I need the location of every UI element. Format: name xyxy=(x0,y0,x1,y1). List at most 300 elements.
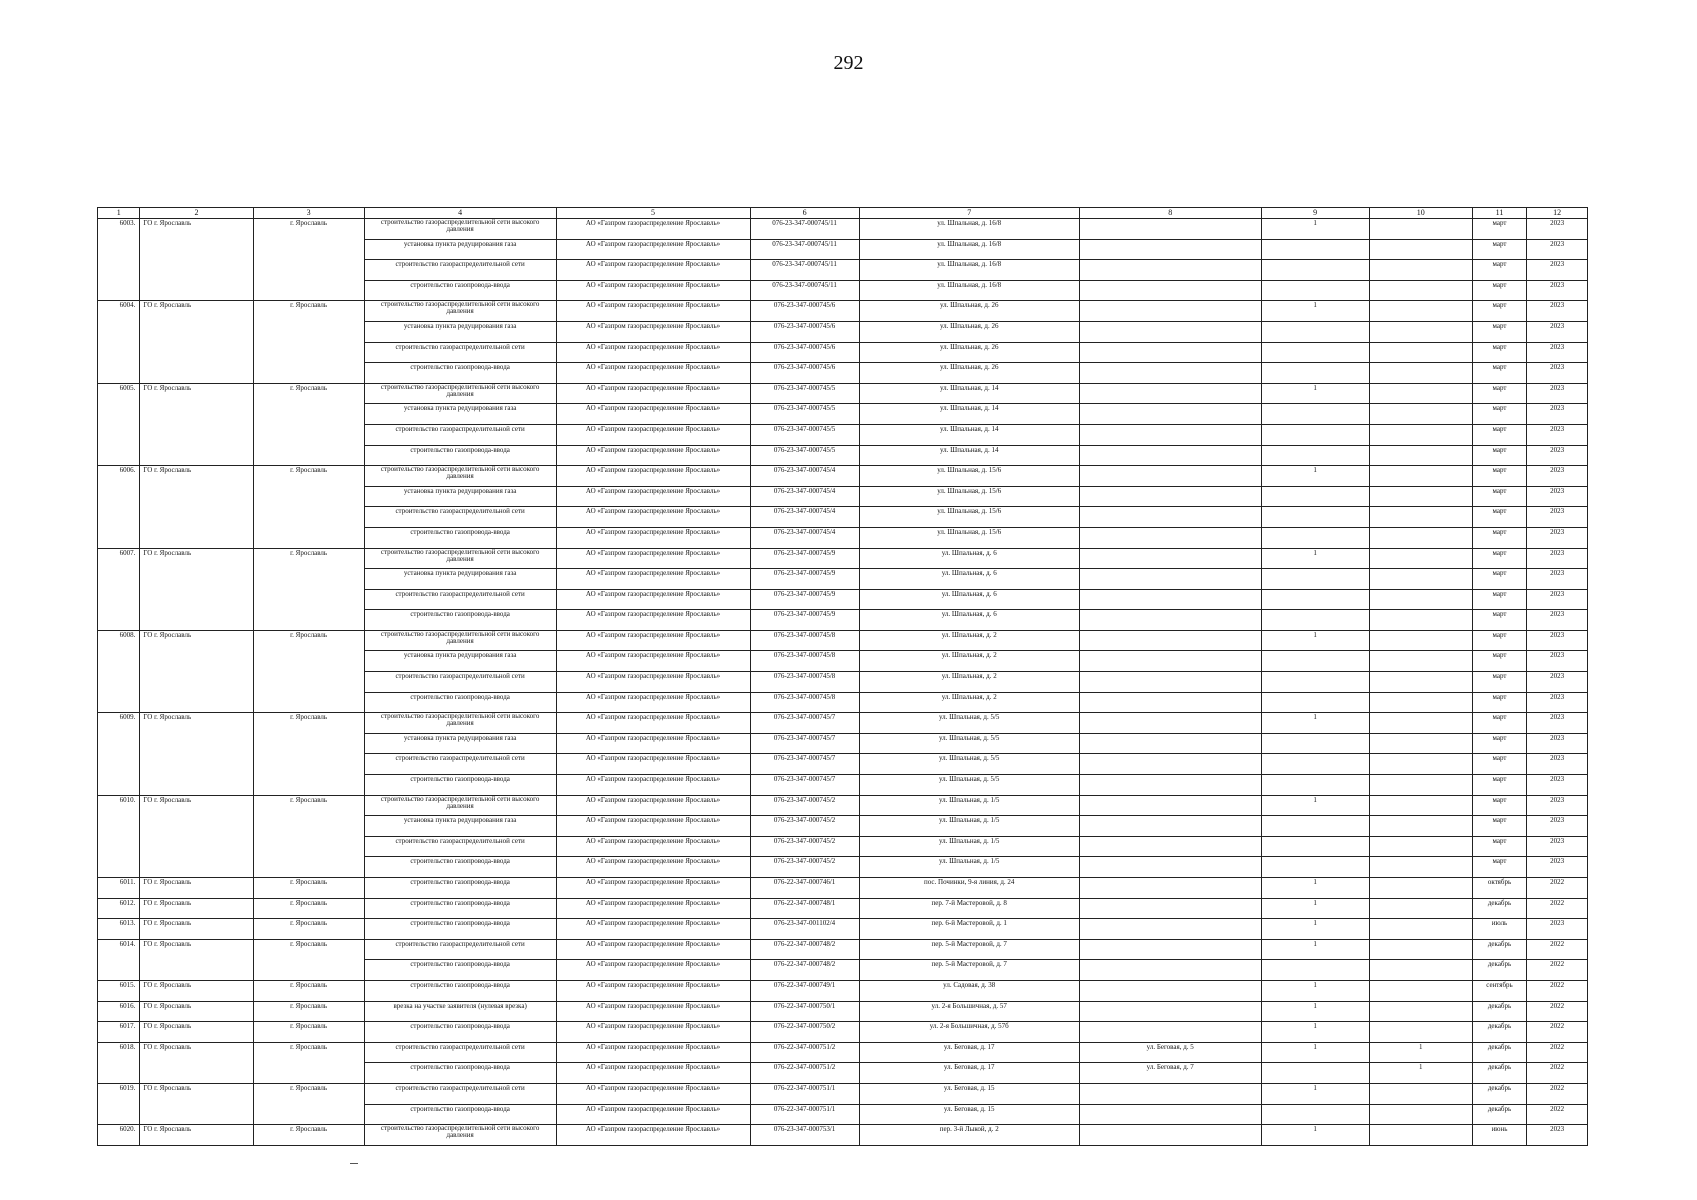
settlement xyxy=(253,857,364,878)
row-number xyxy=(98,960,140,981)
municipality xyxy=(140,280,253,301)
year: 2023 xyxy=(1527,507,1588,528)
row-number: 6003. xyxy=(98,219,140,240)
col-header: 12 xyxy=(1527,208,1588,219)
extra-address xyxy=(1079,342,1261,363)
month: март xyxy=(1472,569,1527,590)
contract-code: 076-23-347-000745/2 xyxy=(750,857,859,878)
organization: АО «Газпром газораспределение Ярославль» xyxy=(556,548,750,569)
work-type: строительство газораспределительной сети высокого давления xyxy=(364,301,556,322)
address: пос. Починки, 9-я линия, д. 24 xyxy=(859,878,1079,899)
address: ул. Шпальная, д. 14 xyxy=(859,424,1079,445)
work-type: строительство газопровода-ввода xyxy=(364,960,556,981)
address: ул. Шпальная, д. 15/6 xyxy=(859,507,1079,528)
col9-value: 1 xyxy=(1261,898,1369,919)
year: 2023 xyxy=(1527,1125,1588,1146)
contract-code: 076-23-347-000745/8 xyxy=(750,630,859,651)
organization: АО «Газпром газораспределение Ярославль» xyxy=(556,260,750,281)
organization: АО «Газпром газораспределение Ярославль» xyxy=(556,383,750,404)
extra-address xyxy=(1079,445,1261,466)
col10-value xyxy=(1369,980,1472,1001)
year: 2023 xyxy=(1527,651,1588,672)
work-type: строительство газораспределительной сети высокого давления xyxy=(364,1125,556,1146)
col9-value xyxy=(1261,692,1369,713)
col9-value xyxy=(1261,404,1369,425)
year: 2023 xyxy=(1527,919,1588,940)
col10-value xyxy=(1369,363,1472,384)
municipality xyxy=(140,589,253,610)
settlement: г. Ярославль xyxy=(253,1001,364,1022)
address: ул. Шпальная, д. 26 xyxy=(859,363,1079,384)
address: ул. Шпальная, д. 14 xyxy=(859,445,1079,466)
contract-code: 076-23-347-000745/4 xyxy=(750,507,859,528)
address: ул. 2-я Большичная, д. 57б xyxy=(859,1022,1079,1043)
table-row xyxy=(98,960,1588,981)
municipality: ГО г. Ярославль xyxy=(140,1001,253,1022)
row-number xyxy=(98,260,140,281)
contract-code: 076-23-347-000745/8 xyxy=(750,672,859,693)
settlement xyxy=(253,507,364,528)
col9-value xyxy=(1261,589,1369,610)
contract-code: 076-23-347-000745/2 xyxy=(750,816,859,837)
settlement xyxy=(253,960,364,981)
month: декабрь xyxy=(1472,1083,1527,1104)
table-row xyxy=(98,816,1588,837)
col-header: 8 xyxy=(1079,208,1261,219)
address: пер. 7-й Мастеровой, д. 8 xyxy=(859,898,1079,919)
month: март xyxy=(1472,630,1527,651)
row-number: 6020. xyxy=(98,1125,140,1146)
municipality xyxy=(140,1104,253,1125)
organization: АО «Газпром газораспределение Ярославль» xyxy=(556,342,750,363)
col-header: 6 xyxy=(750,208,859,219)
extra-address: ул. Беговая, д. 7 xyxy=(1079,1063,1261,1084)
municipality: ГО г. Ярославль xyxy=(140,219,253,240)
extra-address xyxy=(1079,754,1261,775)
settlement: г. Ярославль xyxy=(253,919,364,940)
table-row xyxy=(98,878,1588,899)
month: март xyxy=(1472,486,1527,507)
row-number: 6012. xyxy=(98,898,140,919)
row-number xyxy=(98,775,140,796)
row-number: 6004. xyxy=(98,301,140,322)
organization: АО «Газпром газораспределение Ярославль» xyxy=(556,795,750,816)
col9-value: 1 xyxy=(1261,919,1369,940)
municipality: ГО г. Ярославль xyxy=(140,713,253,734)
work-type: строительство газопровода-ввода xyxy=(364,1022,556,1043)
contract-code: 076-23-347-000745/2 xyxy=(750,836,859,857)
year: 2022 xyxy=(1527,1042,1588,1063)
settlement xyxy=(253,424,364,445)
work-type: строительство газопровода-ввода xyxy=(364,857,556,878)
address: ул. Беговая, д. 17 xyxy=(859,1042,1079,1063)
municipality xyxy=(140,651,253,672)
col10-value xyxy=(1369,1022,1472,1043)
col10-value xyxy=(1369,857,1472,878)
municipality: ГО г. Ярославль xyxy=(140,939,253,960)
col9-value xyxy=(1261,260,1369,281)
col10-value: 1 xyxy=(1369,1063,1472,1084)
month: декабрь xyxy=(1472,1022,1527,1043)
address: ул. Шпальная, д. 1/5 xyxy=(859,836,1079,857)
row-number xyxy=(98,1104,140,1125)
table-row xyxy=(98,672,1588,693)
organization: АО «Газпром газораспределение Ярославль» xyxy=(556,630,750,651)
col10-value xyxy=(1369,795,1472,816)
settlement: г. Ярославль xyxy=(253,980,364,1001)
contract-code: 076-23-347-000745/6 xyxy=(750,301,859,322)
organization: АО «Газпром газораспределение Ярославль» xyxy=(556,692,750,713)
col9-value xyxy=(1261,527,1369,548)
row-number xyxy=(98,589,140,610)
month: март xyxy=(1472,507,1527,528)
work-type: строительство газораспределительной сети xyxy=(364,939,556,960)
year: 2023 xyxy=(1527,404,1588,425)
extra-address xyxy=(1079,589,1261,610)
col-header: 3 xyxy=(253,208,364,219)
row-number xyxy=(98,404,140,425)
address: ул. Шпальная, д. 15/6 xyxy=(859,486,1079,507)
col9-value xyxy=(1261,857,1369,878)
year: 2022 xyxy=(1527,980,1588,1001)
col-header: 2 xyxy=(140,208,253,219)
col9-value xyxy=(1261,816,1369,837)
extra-address xyxy=(1079,507,1261,528)
table-row xyxy=(98,589,1588,610)
address: ул. Беговая, д. 17 xyxy=(859,1063,1079,1084)
contract-code: 076-22-347-000746/1 xyxy=(750,878,859,899)
col10-value xyxy=(1369,775,1472,796)
organization: АО «Газпром газораспределение Ярославль» xyxy=(556,1042,750,1063)
col10-value xyxy=(1369,1125,1472,1146)
municipality: ГО г. Ярославль xyxy=(140,980,253,1001)
year: 2023 xyxy=(1527,321,1588,342)
organization: АО «Газпром газораспределение Ярославль» xyxy=(556,466,750,487)
row-number: 6019. xyxy=(98,1083,140,1104)
table-row xyxy=(98,260,1588,281)
extra-address xyxy=(1079,939,1261,960)
address: ул. Шпальная, д. 14 xyxy=(859,383,1079,404)
settlement xyxy=(253,260,364,281)
col9-value xyxy=(1261,960,1369,981)
contract-code: 076-22-347-000750/1 xyxy=(750,1001,859,1022)
contract-code: 076-23-347-000745/5 xyxy=(750,424,859,445)
organization: АО «Газпром газораспределение Ярославль» xyxy=(556,486,750,507)
col10-value xyxy=(1369,836,1472,857)
year: 2023 xyxy=(1527,692,1588,713)
organization: АО «Газпром газораспределение Ярославль» xyxy=(556,898,750,919)
col9-value: 1 xyxy=(1261,466,1369,487)
col10-value xyxy=(1369,1104,1472,1125)
extra-address xyxy=(1079,919,1261,940)
month: декабрь xyxy=(1472,1104,1527,1125)
work-type: строительство газораспределительной сети xyxy=(364,507,556,528)
month: март xyxy=(1472,527,1527,548)
contract-code: 076-23-347-000745/4 xyxy=(750,527,859,548)
work-type: строительство газораспределительной сети высокого давления xyxy=(364,713,556,734)
address: ул. Шпальная, д. 6 xyxy=(859,589,1079,610)
year: 2022 xyxy=(1527,1001,1588,1022)
row-number xyxy=(98,280,140,301)
address: ул. Шпальная, д. 2 xyxy=(859,692,1079,713)
col10-value xyxy=(1369,692,1472,713)
organization: АО «Газпром газораспределение Ярославль» xyxy=(556,301,750,322)
month: март xyxy=(1472,651,1527,672)
municipality xyxy=(140,569,253,590)
row-number: 6018. xyxy=(98,1042,140,1063)
work-type: строительство газопровода-ввода xyxy=(364,610,556,631)
col9-value xyxy=(1261,424,1369,445)
organization: АО «Газпром газораспределение Ярославль» xyxy=(556,651,750,672)
month: март xyxy=(1472,363,1527,384)
row-number: 6008. xyxy=(98,630,140,651)
municipality: ГО г. Ярославль xyxy=(140,1042,253,1063)
settlement xyxy=(253,775,364,796)
table-row xyxy=(98,939,1588,960)
row-number xyxy=(98,836,140,857)
col9-value xyxy=(1261,569,1369,590)
col9-value: 1 xyxy=(1261,383,1369,404)
address: ул. Шпальная, д. 6 xyxy=(859,610,1079,631)
municipality xyxy=(140,424,253,445)
address: ул. Шпальная, д. 16/8 xyxy=(859,239,1079,260)
year: 2022 xyxy=(1527,939,1588,960)
table-row xyxy=(98,363,1588,384)
organization: АО «Газпром газораспределение Ярославль» xyxy=(556,980,750,1001)
municipality xyxy=(140,239,253,260)
col10-value xyxy=(1369,960,1472,981)
month: декабрь xyxy=(1472,1042,1527,1063)
col10-value xyxy=(1369,466,1472,487)
work-type: установка пункта редуцирования газа xyxy=(364,404,556,425)
contract-code: 076-23-347-000745/6 xyxy=(750,342,859,363)
extra-address xyxy=(1079,775,1261,796)
address: пер. 6-й Мастеровой, д. 1 xyxy=(859,919,1079,940)
work-type: строительство газораспределительной сети xyxy=(364,836,556,857)
year: 2022 xyxy=(1527,1083,1588,1104)
col-header: 5 xyxy=(556,208,750,219)
address: ул. Шпальная, д. 2 xyxy=(859,672,1079,693)
table-row xyxy=(98,569,1588,590)
extra-address xyxy=(1079,466,1261,487)
organization: АО «Газпром газораспределение Ярославль» xyxy=(556,816,750,837)
row-number xyxy=(98,445,140,466)
work-type: строительство газопровода-ввода xyxy=(364,445,556,466)
address: ул. Шпальная, д. 6 xyxy=(859,569,1079,590)
table-row xyxy=(98,1125,1588,1146)
row-number xyxy=(98,733,140,754)
row-number xyxy=(98,424,140,445)
col9-value xyxy=(1261,1104,1369,1125)
work-type: установка пункта редуцирования газа xyxy=(364,733,556,754)
month: март xyxy=(1472,672,1527,693)
header-row xyxy=(98,208,1588,219)
contract-code: 076-23-347-000745/5 xyxy=(750,404,859,425)
organization: АО «Газпром газораспределение Ярославль» xyxy=(556,239,750,260)
row-number: 6005. xyxy=(98,383,140,404)
col9-value: 1 xyxy=(1261,301,1369,322)
extra-address xyxy=(1079,816,1261,837)
organization: АО «Газпром газораспределение Ярославль» xyxy=(556,569,750,590)
settlement xyxy=(253,569,364,590)
settlement xyxy=(253,651,364,672)
contract-code: 076-22-347-000748/2 xyxy=(750,939,859,960)
row-number xyxy=(98,754,140,775)
year: 2023 xyxy=(1527,527,1588,548)
contract-code: 076-23-347-000745/9 xyxy=(750,610,859,631)
extra-address xyxy=(1079,548,1261,569)
extra-address xyxy=(1079,260,1261,281)
contract-code: 076-23-347-000745/9 xyxy=(750,589,859,610)
col10-value xyxy=(1369,404,1472,425)
table-row xyxy=(98,321,1588,342)
contract-code: 076-23-347-000745/11 xyxy=(750,280,859,301)
col10-value xyxy=(1369,651,1472,672)
municipality xyxy=(140,321,253,342)
extra-address xyxy=(1079,527,1261,548)
municipality: ГО г. Ярославль xyxy=(140,1022,253,1043)
extra-address xyxy=(1079,1104,1261,1125)
municipality xyxy=(140,857,253,878)
contract-code: 076-23-347-000745/6 xyxy=(750,363,859,384)
organization: АО «Газпром газораспределение Ярославль» xyxy=(556,713,750,734)
col9-value xyxy=(1261,733,1369,754)
settlement xyxy=(253,527,364,548)
settlement: г. Ярославль xyxy=(253,219,364,240)
address: пер. 5-й Мастеровой, д. 7 xyxy=(859,939,1079,960)
month: март xyxy=(1472,404,1527,425)
address: ул. 2-я Большичная, д. 57 xyxy=(859,1001,1079,1022)
municipality: ГО г. Ярославль xyxy=(140,878,253,899)
contract-code: 076-23-347-000745/5 xyxy=(750,445,859,466)
settlement: г. Ярославль xyxy=(253,878,364,899)
municipality xyxy=(140,260,253,281)
extra-address xyxy=(1079,713,1261,734)
col9-value: 1 xyxy=(1261,219,1369,240)
organization: АО «Газпром газораспределение Ярославль» xyxy=(556,754,750,775)
col10-value xyxy=(1369,816,1472,837)
work-type: строительство газопровода-ввода xyxy=(364,527,556,548)
month: март xyxy=(1472,733,1527,754)
organization: АО «Газпром газораспределение Ярославль» xyxy=(556,836,750,857)
col9-value xyxy=(1261,280,1369,301)
extra-address xyxy=(1079,630,1261,651)
municipality xyxy=(140,1063,253,1084)
contract-code: 076-23-347-000745/9 xyxy=(750,569,859,590)
extra-address xyxy=(1079,280,1261,301)
extra-address xyxy=(1079,1083,1261,1104)
month: март xyxy=(1472,424,1527,445)
contract-code: 076-22-347-000749/1 xyxy=(750,980,859,1001)
table-row xyxy=(98,713,1588,734)
extra-address xyxy=(1079,1022,1261,1043)
month: декабрь xyxy=(1472,939,1527,960)
table-row xyxy=(98,692,1588,713)
contract-code: 076-22-347-000751/2 xyxy=(750,1063,859,1084)
col9-value: 1 xyxy=(1261,795,1369,816)
col-header: 7 xyxy=(859,208,1079,219)
table-row xyxy=(98,1022,1588,1043)
extra-address xyxy=(1079,1001,1261,1022)
work-type: строительство газораспределительной сети высокого давления xyxy=(364,795,556,816)
table-row xyxy=(98,1001,1588,1022)
year: 2023 xyxy=(1527,672,1588,693)
work-type: строительство газораспределительной сети xyxy=(364,754,556,775)
col10-value xyxy=(1369,280,1472,301)
settlement: г. Ярославль xyxy=(253,383,364,404)
organization: АО «Газпром газораспределение Ярославль» xyxy=(556,960,750,981)
extra-address: ул. Беговая, д. 5 xyxy=(1079,1042,1261,1063)
col9-value: 1 xyxy=(1261,939,1369,960)
address: ул. Шпальная, д. 15/6 xyxy=(859,527,1079,548)
municipality xyxy=(140,672,253,693)
work-type: строительство газораспределительной сети xyxy=(364,1083,556,1104)
address: ул. Шпальная, д. 2 xyxy=(859,651,1079,672)
year: 2023 xyxy=(1527,301,1588,322)
address: ул. Шпальная, д. 1/5 xyxy=(859,857,1079,878)
row-number xyxy=(98,527,140,548)
year: 2022 xyxy=(1527,878,1588,899)
contract-code: 076-23-347-000745/4 xyxy=(750,466,859,487)
year: 2023 xyxy=(1527,239,1588,260)
col9-value xyxy=(1261,610,1369,631)
col10-value xyxy=(1369,713,1472,734)
table-row xyxy=(98,651,1588,672)
month: март xyxy=(1472,239,1527,260)
address: ул. Шпальная, д. 26 xyxy=(859,301,1079,322)
month: март xyxy=(1472,836,1527,857)
address: ул. Шпальная, д. 16/8 xyxy=(859,280,1079,301)
table-row xyxy=(98,219,1588,240)
month: март xyxy=(1472,383,1527,404)
month: март xyxy=(1472,775,1527,796)
page-number: 292 xyxy=(833,52,864,74)
extra-address xyxy=(1079,486,1261,507)
col10-value xyxy=(1369,342,1472,363)
month: июль xyxy=(1472,919,1527,940)
municipality: ГО г. Ярославль xyxy=(140,466,253,487)
col10-value xyxy=(1369,1001,1472,1022)
organization: АО «Газпром газораспределение Ярославль» xyxy=(556,610,750,631)
organization: АО «Газпром газораспределение Ярославль» xyxy=(556,321,750,342)
extra-address xyxy=(1079,363,1261,384)
organization: АО «Газпром газораспределение Ярославль» xyxy=(556,1063,750,1084)
col-header: 1 xyxy=(98,208,140,219)
table-row xyxy=(98,239,1588,260)
municipality xyxy=(140,960,253,981)
year: 2023 xyxy=(1527,445,1588,466)
work-type: строительство газораспределительной сети xyxy=(364,342,556,363)
month: декабрь xyxy=(1472,960,1527,981)
col10-value xyxy=(1369,919,1472,940)
settlement xyxy=(253,816,364,837)
work-type: строительство газораспределительной сети высокого давления xyxy=(364,383,556,404)
row-number xyxy=(98,486,140,507)
organization: АО «Газпром газораспределение Ярославль» xyxy=(556,404,750,425)
settlement xyxy=(253,836,364,857)
row-number xyxy=(98,692,140,713)
data-table xyxy=(97,207,1588,1146)
col9-value: 1 xyxy=(1261,1022,1369,1043)
municipality xyxy=(140,486,253,507)
col10-value xyxy=(1369,589,1472,610)
municipality xyxy=(140,816,253,837)
address: ул. Шпальная, д. 16/8 xyxy=(859,219,1079,240)
contract-code: 076-23-347-000745/4 xyxy=(750,486,859,507)
work-type: строительство газопровода-ввода xyxy=(364,775,556,796)
row-number xyxy=(98,507,140,528)
row-number: 6017. xyxy=(98,1022,140,1043)
